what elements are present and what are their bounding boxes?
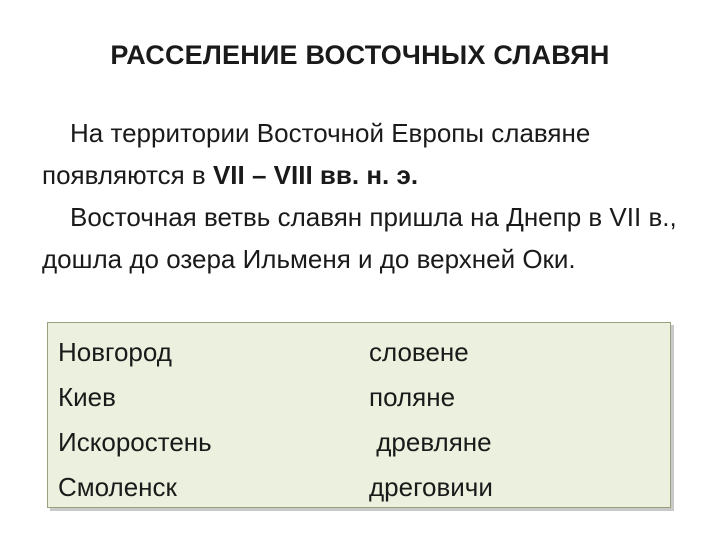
table-row (58, 465, 658, 510)
cities-tribes-table (47, 322, 671, 508)
tribe-name: поляне (369, 382, 456, 412)
paragraph-eastern-branch: Восточная ветвь славян пришла на Днепр в VII в., дошла до озера Ильменя и до верхней Оки. (42, 202, 677, 274)
slide-title: РАССЕЛЕНИЕ ВОСТОЧНЫХ СЛАВЯН (110, 40, 610, 70)
table-row (58, 420, 658, 465)
table-row (58, 330, 658, 375)
tribe-name: словене (369, 337, 469, 367)
tribe-name: древляне (369, 427, 492, 457)
body-text (42, 112, 687, 280)
city-name: Смоленск (58, 472, 177, 502)
tribe-name: дреговичи (369, 472, 493, 502)
city-name: Новгород (58, 337, 172, 367)
paragraph-settlement-time (42, 112, 687, 196)
city-name: Киев (58, 382, 116, 412)
city-name: Искоростень (58, 427, 212, 457)
settlement-century-highlight: VII – VIII вв. н. э. (212, 160, 419, 190)
paragraph-settlement-time-text: На территории Восточной Европы славяне появляются в (42, 118, 591, 190)
table-row (58, 375, 658, 420)
cities-tribes-list (58, 330, 658, 510)
